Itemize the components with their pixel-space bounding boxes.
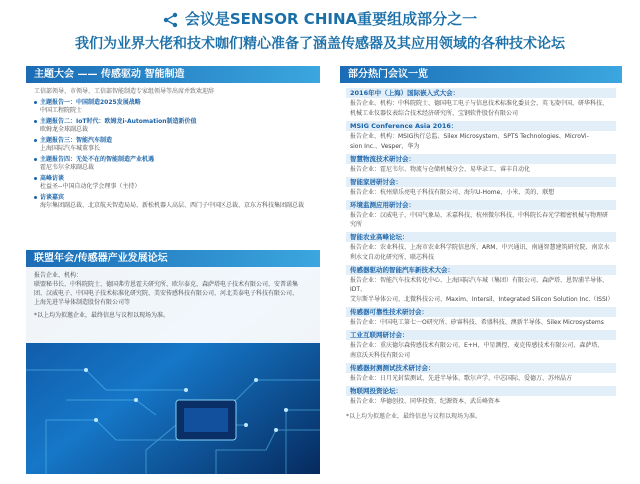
alliance-line: 团、汉威电子、中国电子技术标准化研究院、美安传感科技有限公司、河北美泰电子科技有限公司、 bbox=[34, 290, 299, 297]
report-speaker: 欧姆龙全球副总裁 bbox=[40, 126, 89, 133]
session-orgs: 利水文自动化研究所、联芯科技 bbox=[350, 254, 435, 261]
session-orgs: 报告企业：华德创投、同华投资、纪源资本、武岳峰资本 bbox=[350, 398, 501, 405]
report-item bbox=[34, 156, 312, 172]
session-orgs: 机械工业仪器仪表综合技术经济研究所、宝钢软件股份有限公司 bbox=[350, 110, 519, 117]
report-item bbox=[34, 118, 312, 134]
report-title: 访谈嘉宾 bbox=[34, 194, 312, 202]
alliance-forum-heading: 联盟年会/传感器产业发展论坛 bbox=[26, 250, 320, 267]
session-orgs: 报告企业：农业科技、上海市农业科学院信息所、ARM、中兴通讯、南通智慧建筑研究院、南京水 bbox=[350, 244, 610, 251]
session-title: 2016年中（上海）国际嵌入式大会： bbox=[346, 88, 616, 98]
report-speaker: 中国工程院院士 bbox=[40, 107, 83, 114]
report-title: 主题报告二：IoT时代：欧姆龙i-Automation制造新价值 bbox=[34, 118, 312, 126]
report-title: 主题报告四：无处不在的智能制造产业机遇 bbox=[34, 156, 312, 164]
session-orgs: 报告企业：中国电工第七一O研究所、矽睿科技、希盛科技、澳新半导体、Silex Microsystems bbox=[350, 319, 604, 326]
session-title: 物联网投资论坛： bbox=[346, 386, 616, 396]
hot-sessions-body bbox=[340, 83, 622, 421]
session-orgs: 报告企业：智能汽车技术转化中心、上海国际汽车城（集团）有限公司、森萨塔、恩智浦半导体、IDT、 bbox=[350, 277, 609, 293]
session-title: 智慧物流技术研讨会： bbox=[346, 154, 616, 164]
session-orgs: 报告企业、机构：MSIG执行总监、Silex Microsystem、SPTS Technologies、MicroVi- bbox=[350, 133, 589, 140]
alliance-note: *以上均为拟邀企业，最终信息与议程以现场为准。 bbox=[34, 312, 170, 319]
alliance-forum-body bbox=[26, 267, 320, 343]
network-icon bbox=[163, 12, 179, 28]
session-title: 传感器封测测试技术研讨会： bbox=[346, 363, 616, 373]
hot-sessions-heading: 部分热门会议一览 bbox=[340, 66, 622, 83]
header-line1: 会议是SENSOR CHINA重要组成部分之一 bbox=[184, 10, 478, 28]
alliance-line: 联盟秘书长、中科院院士、德国弗劳恩霍夫研究所、欧尔泰克、森萨塔电子技术有限公司、安普诺集 bbox=[34, 281, 299, 288]
session-orgs: 报告企业、机构：中科院院士、德国电工电子与信息技术标准化委员会、英飞凌中国、研华科技、 bbox=[350, 100, 609, 107]
report-title: 主题报告三：智能汽车制造 bbox=[34, 137, 312, 145]
session-title: 智能农业高峰论坛： bbox=[346, 232, 616, 242]
report-speaker: 杜益圣--中国自动化学会理事（主持） bbox=[40, 183, 141, 190]
alliance-line: 上海先进半导体制造股份有限公司等 bbox=[34, 299, 131, 306]
session-title: 传感器可靠性技术研讨会： bbox=[346, 307, 616, 317]
theme-intro: 工信部领导、市领导、工信部智能制造专家组领导等出席并致欢迎辞 bbox=[34, 88, 215, 95]
report-item bbox=[34, 194, 312, 210]
report-title: 主题报告一：中国制造2025发展战略 bbox=[34, 99, 312, 107]
session-orgs: sion Inc.、Vesper、华为 bbox=[350, 143, 420, 150]
report-item bbox=[34, 175, 312, 191]
theme-conference-heading: 主题大会 —— 传感驱动 智能制造 bbox=[26, 66, 320, 83]
alliance-line: 报告企业、机构： bbox=[34, 272, 83, 279]
left-column bbox=[26, 60, 320, 474]
disclaimer-note: *以上均为拟邀企业，最终信息与议程以现场为准。 bbox=[346, 413, 482, 420]
session-title: 工业互联网研讨会： bbox=[346, 330, 616, 340]
session-title: MSIG Conference Asia 2016： bbox=[346, 121, 616, 131]
session-title: 传感器驱动的智能汽车新技术大会： bbox=[346, 265, 616, 275]
report-title: 高峰访谈 bbox=[34, 175, 312, 183]
session-title: 环境监测应用研讨会： bbox=[346, 200, 616, 210]
session-orgs: 报告企业：重庆德尔森传感技术有限公司、E+H、中星测控、麦克传感技术有限公司、森萨塔、 bbox=[350, 342, 604, 349]
session-orgs: 报告企业：汉威电子、中国气象局、禾嘉科技、杭州微尔科技、中科院长春光学精密机械与物理研究所 bbox=[350, 212, 609, 228]
report-speaker: 霍尼韦尔全球副总裁 bbox=[40, 164, 95, 171]
report-item bbox=[34, 137, 312, 153]
alliance-forum-panel bbox=[26, 250, 320, 474]
theme-conference-body bbox=[26, 83, 320, 210]
report-speaker: 上海国际汽车城董事长 bbox=[40, 145, 101, 152]
right-column bbox=[340, 60, 622, 474]
session-title: 智能家居研讨会： bbox=[346, 177, 616, 187]
report-speaker: 海尔集团副总裁、北京航天智造局局、新松机器人高层、西门子中国区总裁、京东方科技集团副总裁 bbox=[40, 202, 305, 209]
header-title bbox=[0, 8, 640, 28]
page-header bbox=[0, 0, 640, 56]
session-orgs: 报告企业：霍尼韦尔、物流与仓储机械分会、易华录工、睿丰自动化 bbox=[350, 166, 531, 173]
report-item bbox=[34, 99, 312, 115]
session-orgs: 报告企业：日月光封装测试、先进半导体、歌尔声学、中芯国际、爱德万、苏州晶方 bbox=[350, 375, 573, 382]
session-orgs: 报告企业：杭州鼎乐亮电子科技有限公司、海尔U-Home、小米、美的、联想 bbox=[350, 189, 555, 196]
session-orgs: 南京沃天科技有限公司 bbox=[350, 352, 411, 359]
session-orgs: 艾尔斯半导体公司、北微科技公司、Maxim、Intersil、Integrated Silicon Solution Inc.（ISSI） bbox=[350, 296, 614, 303]
header-subtitle: 我们为业界大佬和技术咖们精心准备了涵盖传感器及其应用领域的各种技术论坛 bbox=[75, 36, 565, 52]
